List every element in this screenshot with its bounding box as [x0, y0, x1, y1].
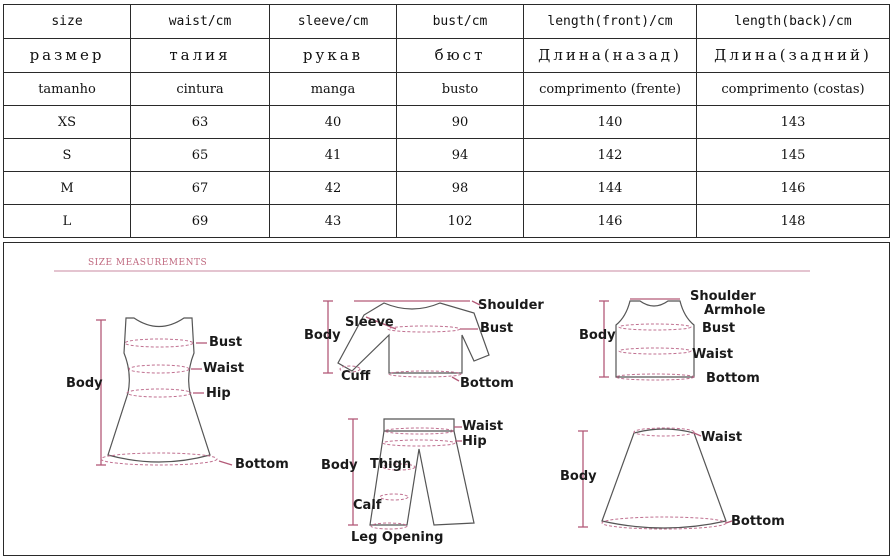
bust-cell: 90 [397, 106, 524, 139]
header-sleeve: sleeve/cm [270, 5, 397, 39]
waist-cell: 65 [131, 139, 270, 172]
dress-hip-mark [127, 389, 191, 397]
header-row-english [4, 5, 890, 39]
waist-cell: 63 [131, 106, 270, 139]
header-size-pt: tamanho [4, 73, 131, 106]
length-back-cell: 146 [697, 172, 890, 205]
skirt-bottom-label: Bottom [731, 514, 785, 529]
skirt-body-label: Body [560, 469, 597, 484]
top-sleeve-label: Sleeve [345, 315, 394, 330]
pants-thigh-label: Thigh [370, 457, 412, 472]
top-shoulder-label: Shoulder [478, 298, 544, 313]
table-row [4, 172, 890, 205]
dress-bust-label: Bust [209, 335, 243, 350]
length-front-cell: 140 [524, 106, 697, 139]
dress-waist-mark [129, 365, 189, 373]
header-bust-ru: бюст [397, 39, 524, 73]
pants-outline-icon [370, 419, 474, 525]
size-cell: L [4, 205, 131, 238]
header-sleeve-ru: рукав [270, 39, 397, 73]
top-diagram [304, 298, 544, 391]
header-length-front: length(front)/cm [524, 5, 697, 39]
vest-armhole-label: Armhole [704, 303, 766, 318]
bust-cell: 98 [397, 172, 524, 205]
header-waist-pt: cintura [131, 73, 270, 106]
dress-hip-label: Hip [206, 386, 231, 401]
pants-waist-label: Waist [462, 419, 504, 434]
bust-cell: 102 [397, 205, 524, 238]
top-outline-icon [338, 303, 489, 373]
size-cell: S [4, 139, 131, 172]
header-bust-pt: busto [397, 73, 524, 106]
header-sleeve-pt: manga [270, 73, 397, 106]
vest-outline-icon [616, 301, 694, 377]
vest-shoulder-label: Shoulder [690, 289, 756, 304]
header-length-front-ru: Длина(назад) [524, 39, 697, 73]
pants-body-label: Body [321, 458, 358, 473]
top-bottom-mark [389, 371, 461, 377]
header-size: size [4, 5, 131, 39]
size-cell: M [4, 172, 131, 205]
length-back-cell: 148 [697, 205, 890, 238]
header-length-back-ru: Длина(задний) [697, 39, 890, 73]
table-row [4, 139, 890, 172]
vest-diagram [579, 289, 766, 386]
vest-waist-mark [619, 348, 691, 354]
vest-bust-mark [619, 324, 691, 330]
vest-bust-label: Bust [702, 321, 736, 336]
measurement-diagram-panel [3, 242, 890, 556]
length-front-cell: 146 [524, 205, 697, 238]
dress-bottom-label: Bottom [235, 457, 289, 472]
vest-body-label: Body [579, 328, 616, 343]
sleeve-cell: 40 [270, 106, 397, 139]
dress-bottom-mark [101, 453, 217, 465]
top-bottom-label: Bottom [460, 376, 514, 391]
dress-outline-icon [108, 318, 210, 462]
skirt-waist-label: Waist [701, 430, 743, 445]
length-back-cell: 143 [697, 106, 890, 139]
length-front-cell: 144 [524, 172, 697, 205]
sleeve-cell: 42 [270, 172, 397, 205]
top-cuff-label: Cuff [341, 369, 371, 384]
size-cell: XS [4, 106, 131, 139]
header-row-portuguese [4, 73, 890, 106]
measurement-diagram [4, 243, 889, 555]
sleeve-cell: 41 [270, 139, 397, 172]
header-row-russian [4, 39, 890, 73]
vest-waist-label: Waist [692, 347, 734, 362]
waist-cell: 69 [131, 205, 270, 238]
top-body-label: Body [304, 328, 341, 343]
header-size-ru: размер [4, 39, 131, 73]
size-table [3, 4, 890, 238]
pants-hip-mark [383, 440, 455, 446]
pants-leg-opening-label: Leg Opening [351, 530, 444, 545]
waist-cell: 67 [131, 172, 270, 205]
header-bust: bust/cm [397, 5, 524, 39]
pants-diagram [321, 419, 503, 545]
dress-bust-mark [125, 339, 193, 347]
length-back-cell: 145 [697, 139, 890, 172]
header-length-back-pt: comprimento (costas) [697, 73, 890, 106]
pants-calf-mark [380, 494, 408, 500]
table-row [4, 205, 890, 238]
vest-bottom-label: Bottom [706, 371, 760, 386]
header-length-front-pt: comprimento (frente) [524, 73, 697, 106]
length-front-cell: 142 [524, 139, 697, 172]
header-waist: waist/cm [131, 5, 270, 39]
sleeve-cell: 43 [270, 205, 397, 238]
bust-cell: 94 [397, 139, 524, 172]
top-bust-label: Bust [480, 321, 514, 336]
dress-waist-label: Waist [203, 361, 245, 376]
top-bust-mark [388, 326, 460, 332]
skirt-diagram [560, 428, 785, 529]
dress-diagram [66, 318, 289, 472]
dress-body-label: Body [66, 376, 103, 391]
skirt-bottom-mark [602, 517, 726, 529]
pants-leg-opening-mark [371, 523, 407, 529]
pants-calf-label: Calf [353, 498, 382, 513]
header-waist-ru: талия [131, 39, 270, 73]
section-title: SIZE MEASUREMENTS [88, 258, 208, 268]
header-length-back: length(back)/cm [697, 5, 890, 39]
table-row [4, 106, 890, 139]
pants-hip-label: Hip [462, 434, 487, 449]
